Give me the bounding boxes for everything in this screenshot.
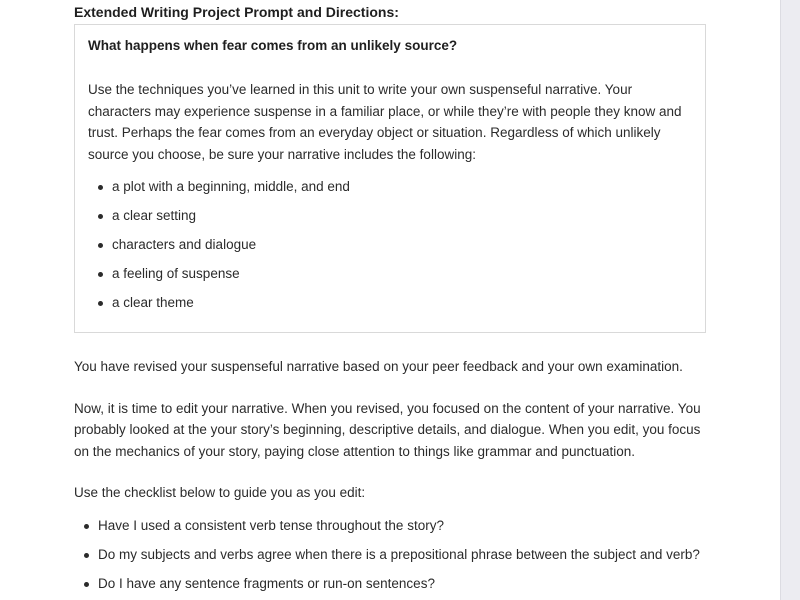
edit-checklist bbox=[74, 517, 714, 593]
list-item: Have I used a consistent verb tense throughout the story? bbox=[74, 517, 714, 535]
list-item: a clear setting bbox=[88, 207, 692, 225]
document-content bbox=[74, 3, 714, 600]
list-item: Do I have any sentence fragments or run-on sentences? bbox=[74, 575, 714, 593]
prompt-paragraph: Use the techniques you’ve learned in this unit to write your own suspenseful narrative. Your characters may experience suspense in a familiar place, or while they’re with people they know and trust. Perhaps the fear comes from an everyday object or situation. Regardless of which unlikely source you choose, be sure your narrative includes the following: bbox=[88, 82, 682, 162]
section-heading: Extended Writing Project Prompt and Directions: bbox=[74, 4, 399, 20]
prompt-requirements-list bbox=[88, 178, 692, 312]
list-item: Do my subjects and verbs agree when there is a prepositional phrase between the subject and verb? bbox=[74, 546, 714, 564]
list-item: characters and dialogue bbox=[88, 236, 692, 254]
edit-paragraph: Now, it is time to edit your narrative. When you revised, you focused on the content of your narrative. You probably looked at the your story’s beginning, descriptive details, and dialogue. When you edit, you focus on the mechanics of your story, paying close attention to things like grammar and punctuation. bbox=[74, 400, 701, 459]
prompt-question: What happens when fear comes from an unlikely source? bbox=[88, 38, 458, 53]
prompt-box bbox=[74, 24, 706, 333]
revised-paragraph: You have revised your suspenseful narrative based on your peer feedback and your own examination. bbox=[74, 359, 683, 374]
checklist-intro: Use the checklist below to guide you as you edit: bbox=[74, 485, 366, 500]
right-gutter bbox=[780, 0, 800, 600]
list-item: a feeling of suspense bbox=[88, 265, 692, 283]
list-item: a plot with a beginning, middle, and end bbox=[88, 178, 692, 196]
list-item: a clear theme bbox=[88, 294, 692, 312]
